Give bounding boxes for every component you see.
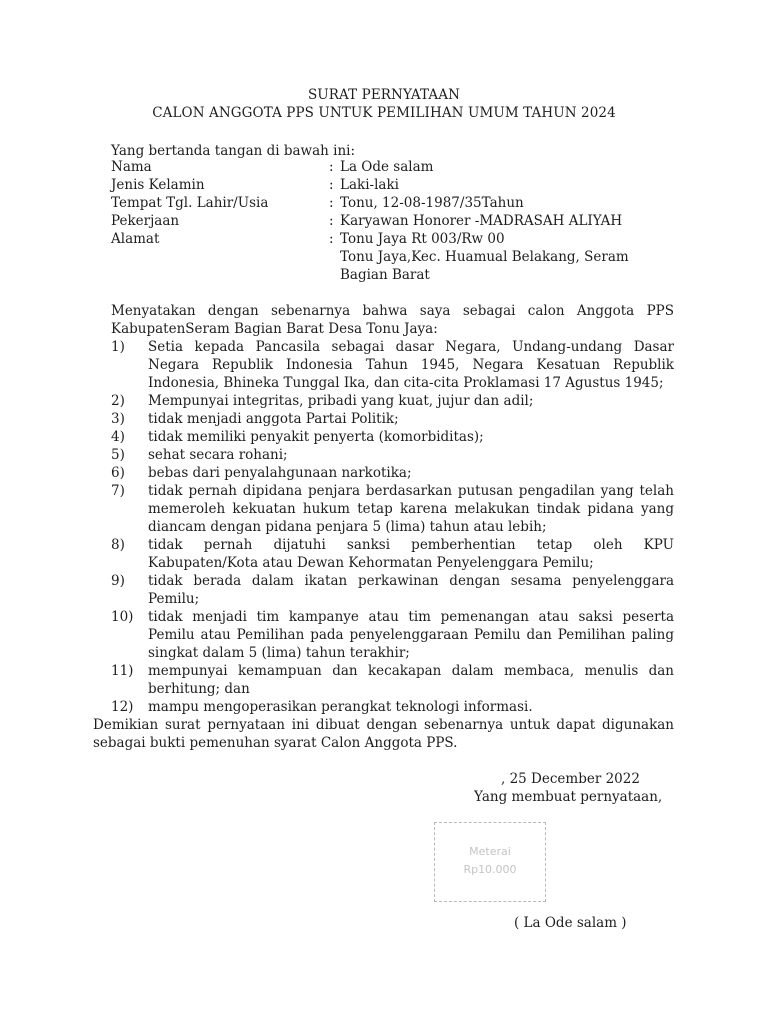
identity-row-name [111,158,671,176]
address-line: Bagian Barat [340,267,430,283]
list-item-line: bebas dari penyalahgunaan narkotika; [148,465,412,481]
statement-line: Menyatakan dengan sebenarnya bahwa saya sebagai calon Anggota PPS [111,303,674,319]
list-item-number: 11) [111,663,134,679]
identity-label: Pekerjaan [111,213,180,229]
list-item-line: sehat secara rohani; [148,447,288,463]
identity-colon: : [329,177,334,193]
list-item-line: Mempunyai integritas, pribadi yang kuat, jujur dan adil; [148,393,534,409]
statement-line: KabupatenSeram Bagian Barat Desa Tonu Jaya: [111,321,438,337]
list-item-line: Pemilu; [148,591,200,607]
list-item-line: Pemilu atau Pemilihan pada penyelenggaraan Pemilu dan Pemilihan paling [148,627,674,643]
identity-label: Nama [111,159,152,175]
letter-date: , 25 December 2022 [501,771,640,787]
list-item-number: 10) [111,609,134,625]
list-item-line: tidak menjadi tim kampanye atau tim pemenangan atau saksi peserta [148,609,674,625]
meterai-stamp-placeholder [434,822,546,902]
identity-colon: : [329,159,334,175]
identity-label: Alamat [111,231,160,247]
identity-value: La Ode salam [340,159,434,175]
list-item-line: singkat dalam 5 (lima) tahun terakhir; [148,645,410,661]
list-item-line: tidak pernah dijatuhi sanksi pemberhentian tetap oleh KPU [148,537,674,553]
list-item-number: 1) [111,339,125,355]
identity-label: Jenis Kelamin [111,177,205,193]
list-item-line: tidak memiliki penyakit penyerta (komorbiditas); [148,429,484,445]
list-item-line: memeroleh kekuatan hukum tetap karena melakukan tindak pidana yang [148,501,674,517]
identity-value: Karyawan Honorer -MADRASAH ALIYAH [340,213,623,229]
identity-row-address [111,230,671,248]
list-item-number: 7) [111,483,125,499]
list-item-number: 8) [111,537,125,553]
signer-caption: Yang membuat pernyataan, [474,789,663,805]
list-item-line: Setia kepada Pancasila sebagai dasar Negara, Undang-undang Dasar [148,339,674,355]
list-item-number: 3) [111,411,125,427]
list-item-line: tidak pernah dipidana penjara berdasarkan putusan pengadilan yang telah [148,483,674,499]
document-subtitle: CALON ANGGOTA PPS UNTUK PEMILIHAN UMUM TAHUN 2024 [152,105,616,121]
identity-colon: : [329,195,334,211]
identity-value: Tonu Jaya Rt 003/Rw 00 [340,231,505,247]
list-item-line: berhitung; dan [148,681,250,697]
list-item-number: 5) [111,447,125,463]
identity-value: Tonu, 12-08-1987/35Tahun [340,195,524,211]
list-item-number: 12) [111,699,134,715]
list-item-line: diancam dengan pidana penjara 5 (lima) tahun atau lebih; [148,519,547,535]
stamp-value: Rp10.000 [463,863,517,876]
list-item-number: 4) [111,429,125,445]
list-item-line: Negara Republik Indonesia Tahun 1945, Negara Kesatuan Republik [148,357,674,373]
list-item-line: mampu mengoperasikan perangkat teknologi informasi. [148,699,533,715]
list-item-line: tidak menjadi anggota Partai Politik; [148,411,399,427]
closing-line: sebagai bukti pemenuhan syarat Calon Anggota PPS. [93,735,458,751]
identity-colon: : [329,213,334,229]
identity-row-job [111,212,671,230]
list-item-line: mempunyai kemampuan dan kecakapan dalam membaca, menulis dan [148,663,674,679]
list-item-number: 6) [111,465,125,481]
signer-name: ( La Ode salam ) [514,915,627,931]
identity-row-birth [111,194,671,212]
closing-line: Demikian surat pernyataan ini dibuat dengan sebenarnya untuk dapat digunakan [93,717,674,733]
intro-text: Yang bertanda tangan di bawah ini: [111,143,356,159]
list-item-number: 9) [111,573,125,589]
list-item-number: 2) [111,393,125,409]
document-title: SURAT PERNYATAAN [307,87,461,103]
address-line: Tonu Jaya,Kec. Huamual Belakang, Seram [340,249,629,265]
stamp-label: Meterai [469,845,511,858]
list-item-line: tidak berada dalam ikatan perkawinan dengan sesama penyelenggara [148,573,674,589]
identity-row-gender [111,176,671,194]
list-item-line: Kabupaten/Kota atau Dewan Kehormatan Penyelenggara Pemilu; [148,555,594,571]
identity-colon: : [329,231,334,247]
identity-label: Tempat Tgl. Lahir/Usia [111,195,269,211]
identity-value: Laki-laki [340,177,399,193]
list-item-line: Indonesia, Bhineka Tunggal Ika, dan cita-cita Proklamasi 17 Agustus 1945; [148,375,664,391]
